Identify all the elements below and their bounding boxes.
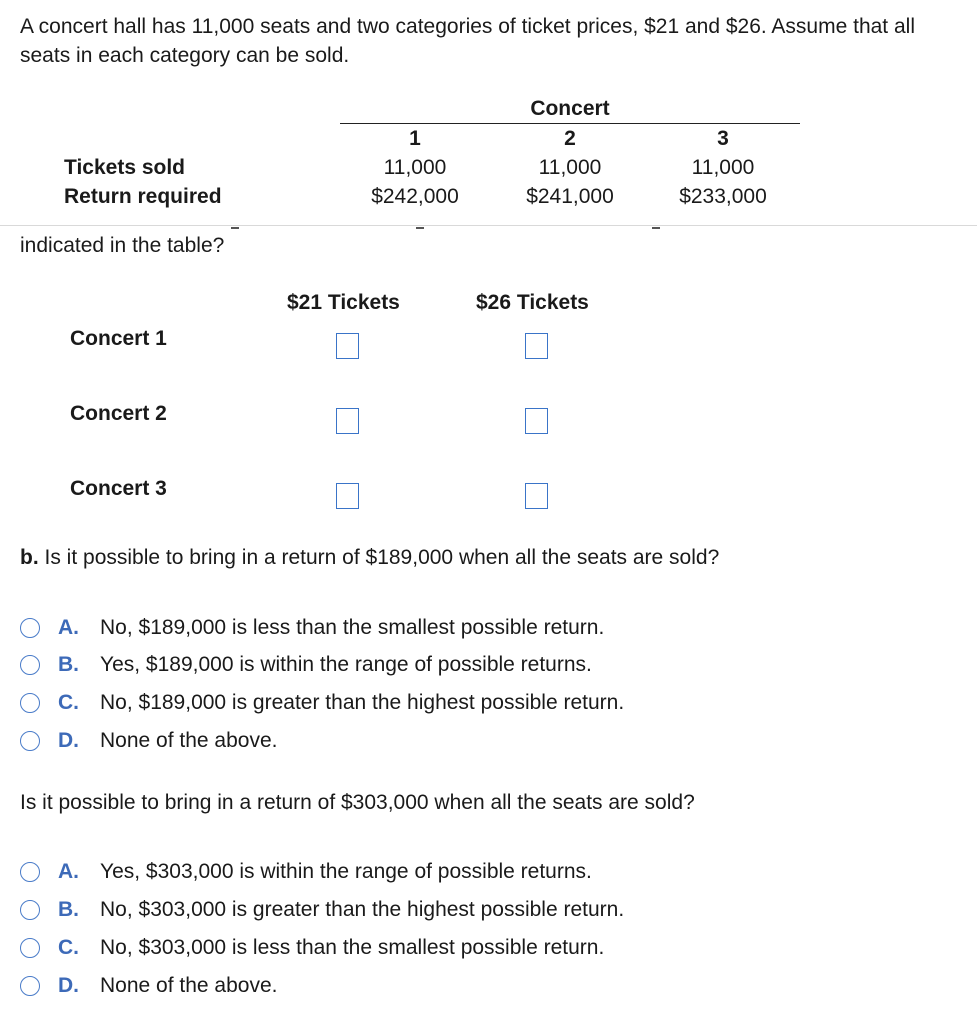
option-letter: A. (58, 616, 79, 639)
option-text: No, $189,000 is less than the smallest possible return. (100, 616, 605, 639)
option-text: Yes, $189,000 is within the range of possible returns. (100, 653, 592, 676)
option-letter: C. (58, 691, 79, 714)
table-cell: $233,000 (679, 185, 767, 208)
concert-1-21-tickets-input[interactable] (336, 333, 359, 359)
concert-3-26-tickets-input[interactable] (525, 483, 548, 509)
option-letter: B. (58, 898, 79, 921)
clipped-text-fragment (416, 227, 424, 229)
part-c-option-a[interactable] (20, 854, 592, 890)
radio-button-icon[interactable] (20, 693, 40, 713)
clipped-text-fragment (231, 227, 239, 229)
part-b-option-a[interactable] (20, 610, 604, 646)
table-row-label-return-required: Return required (64, 185, 222, 208)
radio-button-icon[interactable] (20, 938, 40, 958)
part-c-option-c[interactable] (20, 930, 604, 966)
part-c-option-d[interactable] (20, 968, 277, 1004)
part-c-option-b[interactable] (20, 892, 624, 928)
part-c-question: Is it possible to bring in a return of $303,000 when all the seats are sold? (20, 791, 695, 814)
answer-grid-header-21: $21 Tickets (287, 291, 400, 314)
answer-grid-row-concert-2: Concert 2 (70, 402, 167, 425)
table-row-label-tickets-sold: Tickets sold (64, 156, 185, 179)
answer-grid-row-concert-3: Concert 3 (70, 477, 167, 500)
concert-2-21-tickets-input[interactable] (336, 408, 359, 434)
partial-question-text: indicated in the table? (20, 234, 225, 257)
option-letter: C. (58, 936, 79, 959)
option-letter: A. (58, 860, 79, 883)
table-cell: 11,000 (538, 156, 602, 179)
overlay-separator (0, 225, 977, 226)
radio-button-icon[interactable] (20, 976, 40, 996)
part-b-option-c[interactable] (20, 685, 624, 721)
option-text: No, $303,000 is greater than the highest possible return. (100, 898, 625, 921)
concert-3-21-tickets-input[interactable] (336, 483, 359, 509)
radio-button-icon[interactable] (20, 900, 40, 920)
concert-1-26-tickets-input[interactable] (525, 333, 548, 359)
part-b-option-d[interactable] (20, 723, 277, 759)
option-text: None of the above. (100, 974, 278, 997)
table-column-3: 3 (717, 127, 729, 150)
option-letter: D. (58, 729, 79, 752)
table-cell: 11,000 (691, 156, 755, 179)
table-cell: $241,000 (526, 185, 614, 208)
part-b-label: b. (20, 546, 39, 569)
option-text: Yes, $303,000 is within the range of possible returns. (100, 860, 592, 883)
part-b-question-text: Is it possible to bring in a return of $189,000 when all the seats are sold? (44, 546, 720, 569)
concert-2-26-tickets-input[interactable] (525, 408, 548, 434)
answer-grid-row-concert-1: Concert 1 (70, 327, 167, 350)
radio-button-icon[interactable] (20, 731, 40, 751)
option-letter: D. (58, 974, 79, 997)
table-cell: 11,000 (383, 156, 447, 179)
table-cell: $242,000 (371, 185, 459, 208)
problem-intro: A concert hall has 11,000 seats and two categories of ticket prices, $21 and $26. Assume that all seats in each category can be sold. (20, 15, 915, 67)
table-column-1: 1 (409, 127, 421, 150)
option-letter: B. (58, 653, 79, 676)
clipped-text-fragment (652, 227, 660, 229)
table-header-rule (340, 123, 800, 124)
option-text: No, $189,000 is greater than the highest possible return. (100, 691, 625, 714)
answer-grid-header-26: $26 Tickets (476, 291, 589, 314)
option-text: No, $303,000 is less than the smallest possible return. (100, 936, 605, 959)
option-text: None of the above. (100, 729, 278, 752)
radio-button-icon[interactable] (20, 618, 40, 638)
table-group-header: Concert (530, 97, 610, 120)
radio-button-icon[interactable] (20, 655, 40, 675)
radio-button-icon[interactable] (20, 862, 40, 882)
part-b-question (20, 544, 719, 572)
table-column-2: 2 (564, 127, 576, 150)
part-b-option-b[interactable] (20, 647, 592, 683)
